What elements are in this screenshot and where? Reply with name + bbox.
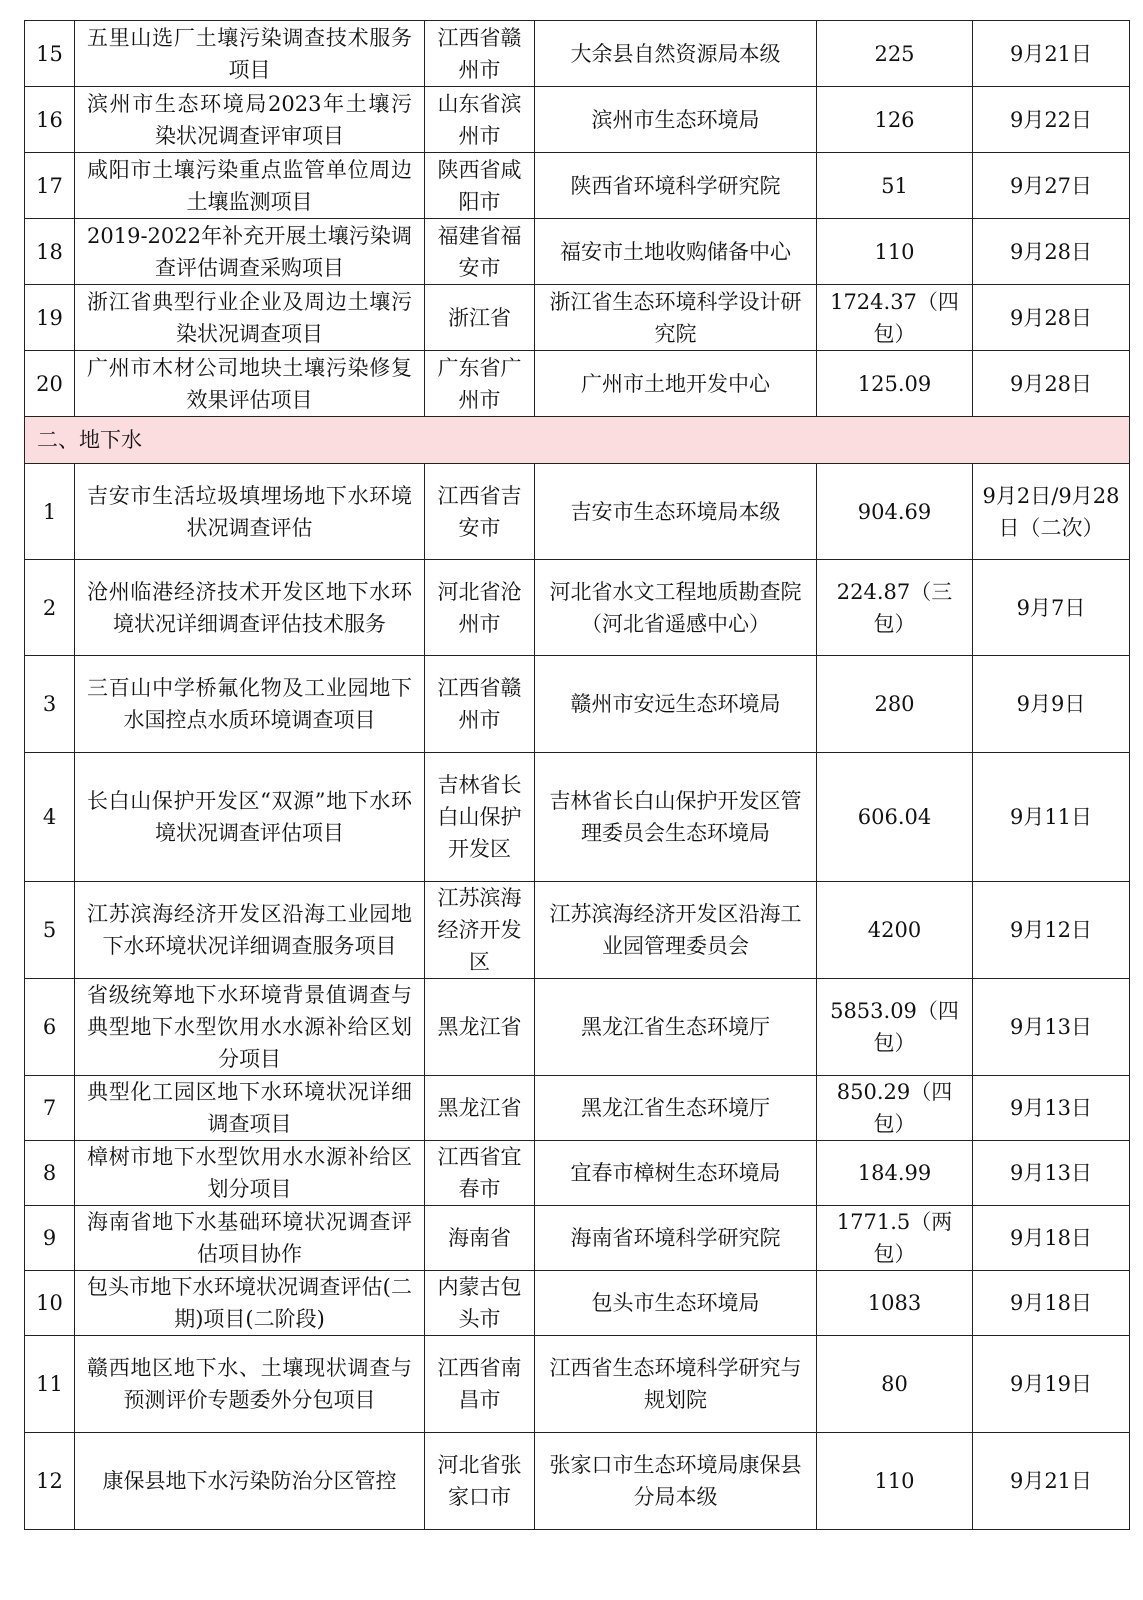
project-name-cell: 典型化工园区地下水环境状况详细调查项目 xyxy=(75,1076,425,1141)
date-cell: 9月18日 xyxy=(973,1271,1130,1336)
purchaser-cell: 赣州市安远生态环境局 xyxy=(535,656,817,753)
region-cell: 海南省 xyxy=(425,1206,535,1271)
date-cell: 9月28日 xyxy=(973,351,1130,417)
row-number-cell: 7 xyxy=(25,1076,75,1141)
date-cell: 9月13日 xyxy=(973,1141,1130,1206)
row-number-cell: 9 xyxy=(25,1206,75,1271)
purchaser-cell: 浙江省生态环境科学设计研究院 xyxy=(535,285,817,351)
region-cell: 江西省吉安市 xyxy=(425,464,535,560)
region-cell: 山东省滨州市 xyxy=(425,87,535,153)
table-row xyxy=(25,351,1130,417)
amount-cell: 80 xyxy=(817,1336,973,1433)
purchaser-cell: 江西省生态环境科学研究与规划院 xyxy=(535,1336,817,1433)
project-name-cell: 吉安市生活垃圾填埋场地下水环境状况调查评估 xyxy=(75,464,425,560)
row-number-cell: 20 xyxy=(25,351,75,417)
project-name-cell: 省级统筹地下水环境背景值调查与典型地下水型饮用水水源补给区划分项目 xyxy=(75,979,425,1076)
region-cell: 内蒙古包头市 xyxy=(425,1271,535,1336)
amount-cell: 1083 xyxy=(817,1271,973,1336)
table-row xyxy=(25,1206,1130,1271)
purchaser-cell: 宜春市樟树生态环境局 xyxy=(535,1141,817,1206)
row-number-cell: 19 xyxy=(25,285,75,351)
region-cell: 河北省沧州市 xyxy=(425,560,535,656)
project-name-cell: 三百山中学桥氟化物及工业园地下水国控点水质环境调查项目 xyxy=(75,656,425,753)
amount-cell: 125.09 xyxy=(817,351,973,417)
document-page xyxy=(24,20,1129,1530)
date-cell: 9月13日 xyxy=(973,1076,1130,1141)
purchaser-cell: 大余县自然资源局本级 xyxy=(535,21,817,87)
table-row xyxy=(25,560,1130,656)
row-number-cell: 4 xyxy=(25,753,75,882)
region-cell: 江西省宜春市 xyxy=(425,1141,535,1206)
project-name-cell: 广州市木材公司地块土壤污染修复效果评估项目 xyxy=(75,351,425,417)
row-number-cell: 18 xyxy=(25,219,75,285)
region-cell: 江苏滨海经济开发区 xyxy=(425,882,535,979)
date-cell: 9月19日 xyxy=(973,1336,1130,1433)
groundwater-section-header xyxy=(25,417,1130,464)
section-header-row xyxy=(25,417,1130,464)
purchaser-cell: 张家口市生态环境局康保县分局本级 xyxy=(535,1433,817,1530)
purchaser-cell: 滨州市生态环境局 xyxy=(535,87,817,153)
project-name-cell: 浙江省典型行业企业及周边土壤污染状况调查项目 xyxy=(75,285,425,351)
region-cell: 江西省赣州市 xyxy=(425,656,535,753)
table-row xyxy=(25,656,1130,753)
amount-cell: 110 xyxy=(817,219,973,285)
amount-cell: 224.87（三包） xyxy=(817,560,973,656)
project-name-cell: 樟树市地下水型饮用水水源补给区划分项目 xyxy=(75,1141,425,1206)
purchaser-cell: 包头市生态环境局 xyxy=(535,1271,817,1336)
table-row xyxy=(25,21,1130,87)
project-table xyxy=(24,20,1130,1530)
date-cell: 9月2日/9月28日（二次） xyxy=(973,464,1130,560)
row-number-cell: 1 xyxy=(25,464,75,560)
region-cell: 河北省张家口市 xyxy=(425,1433,535,1530)
table-row xyxy=(25,882,1130,979)
date-cell: 9月11日 xyxy=(973,753,1130,882)
date-cell: 9月27日 xyxy=(973,153,1130,219)
project-name-cell: 五里山选厂土壤污染调查技术服务项目 xyxy=(75,21,425,87)
region-cell: 福建省福安市 xyxy=(425,219,535,285)
row-number-cell: 2 xyxy=(25,560,75,656)
row-number-cell: 16 xyxy=(25,87,75,153)
project-name-cell: 咸阳市土壤污染重点监管单位周边土壤监测项目 xyxy=(75,153,425,219)
amount-cell: 280 xyxy=(817,656,973,753)
purchaser-cell: 黑龙江省生态环境厅 xyxy=(535,979,817,1076)
table-row xyxy=(25,1433,1130,1530)
purchaser-cell: 海南省环境科学研究院 xyxy=(535,1206,817,1271)
date-cell: 9月28日 xyxy=(973,285,1130,351)
project-name-cell: 包头市地下水环境状况调查评估(二期)项目(二阶段) xyxy=(75,1271,425,1336)
date-cell: 9月9日 xyxy=(973,656,1130,753)
date-cell: 9月7日 xyxy=(973,560,1130,656)
region-cell: 浙江省 xyxy=(425,285,535,351)
project-name-cell: 沧州临港经济技术开发区地下水环境状况详细调查评估技术服务 xyxy=(75,560,425,656)
amount-cell: 1724.37（四包） xyxy=(817,285,973,351)
amount-cell: 850.29（四包） xyxy=(817,1076,973,1141)
row-number-cell: 17 xyxy=(25,153,75,219)
amount-cell: 1771.5（两包） xyxy=(817,1206,973,1271)
purchaser-cell: 黑龙江省生态环境厅 xyxy=(535,1076,817,1141)
row-number-cell: 11 xyxy=(25,1336,75,1433)
purchaser-cell: 福安市土地收购储备中心 xyxy=(535,219,817,285)
date-cell: 9月28日 xyxy=(973,219,1130,285)
amount-cell: 5853.09（四包） xyxy=(817,979,973,1076)
date-cell: 9月13日 xyxy=(973,979,1130,1076)
date-cell: 9月21日 xyxy=(973,1433,1130,1530)
amount-cell: 51 xyxy=(817,153,973,219)
amount-cell: 904.69 xyxy=(817,464,973,560)
table-row xyxy=(25,219,1130,285)
amount-cell: 606.04 xyxy=(817,753,973,882)
table-row xyxy=(25,1271,1130,1336)
region-cell: 陕西省咸阳市 xyxy=(425,153,535,219)
table-row xyxy=(25,753,1130,882)
region-cell: 江西省赣州市 xyxy=(425,21,535,87)
purchaser-cell: 吉林省长白山保护开发区管理委员会生态环境局 xyxy=(535,753,817,882)
date-cell: 9月21日 xyxy=(973,21,1130,87)
amount-cell: 225 xyxy=(817,21,973,87)
project-name-cell: 2019-2022年补充开展土壤污染调查评估调查采购项目 xyxy=(75,219,425,285)
region-cell: 广东省广州市 xyxy=(425,351,535,417)
table-row xyxy=(25,153,1130,219)
purchaser-cell: 广州市土地开发中心 xyxy=(535,351,817,417)
date-cell: 9月18日 xyxy=(973,1206,1130,1271)
table-row xyxy=(25,1076,1130,1141)
purchaser-cell: 陕西省环境科学研究院 xyxy=(535,153,817,219)
project-name-cell: 海南省地下水基础环境状况调查评估项目协作 xyxy=(75,1206,425,1271)
project-name-cell: 长白山保护开发区“双源”地下水环境状况调查评估项目 xyxy=(75,753,425,882)
row-number-cell: 8 xyxy=(25,1141,75,1206)
amount-cell: 110 xyxy=(817,1433,973,1530)
project-name-cell: 滨州市生态环境局2023年土壤污染状况调查评审项目 xyxy=(75,87,425,153)
row-number-cell: 6 xyxy=(25,979,75,1076)
region-cell: 黑龙江省 xyxy=(425,979,535,1076)
purchaser-cell: 江苏滨海经济开发区沿海工业园管理委员会 xyxy=(535,882,817,979)
project-name-cell: 江苏滨海经济开发区沿海工业园地下水环境状况详细调查服务项目 xyxy=(75,882,425,979)
region-cell: 吉林省长白山保护开发区 xyxy=(425,753,535,882)
purchaser-cell: 吉安市生态环境局本级 xyxy=(535,464,817,560)
table-row xyxy=(25,87,1130,153)
purchaser-cell: 河北省水文工程地质勘查院（河北省遥感中心） xyxy=(535,560,817,656)
project-name-cell: 康保县地下水污染防治分区管控 xyxy=(75,1433,425,1530)
table-row xyxy=(25,1336,1130,1433)
table-row xyxy=(25,464,1130,560)
project-name-cell: 赣西地区地下水、土壤现状调查与预测评价专题委外分包项目 xyxy=(75,1336,425,1433)
date-cell: 9月22日 xyxy=(973,87,1130,153)
table-row xyxy=(25,1141,1130,1206)
date-cell: 9月12日 xyxy=(973,882,1130,979)
groundwater-section-body xyxy=(25,464,1130,1530)
table-row xyxy=(25,285,1130,351)
row-number-cell: 10 xyxy=(25,1271,75,1336)
row-number-cell: 15 xyxy=(25,21,75,87)
region-cell: 黑龙江省 xyxy=(425,1076,535,1141)
soil-section-body xyxy=(25,21,1130,417)
amount-cell: 4200 xyxy=(817,882,973,979)
section-title: 二、地下水 xyxy=(25,417,1130,464)
row-number-cell: 3 xyxy=(25,656,75,753)
table-row xyxy=(25,979,1130,1076)
amount-cell: 184.99 xyxy=(817,1141,973,1206)
row-number-cell: 5 xyxy=(25,882,75,979)
row-number-cell: 12 xyxy=(25,1433,75,1530)
region-cell: 江西省南昌市 xyxy=(425,1336,535,1433)
amount-cell: 126 xyxy=(817,87,973,153)
